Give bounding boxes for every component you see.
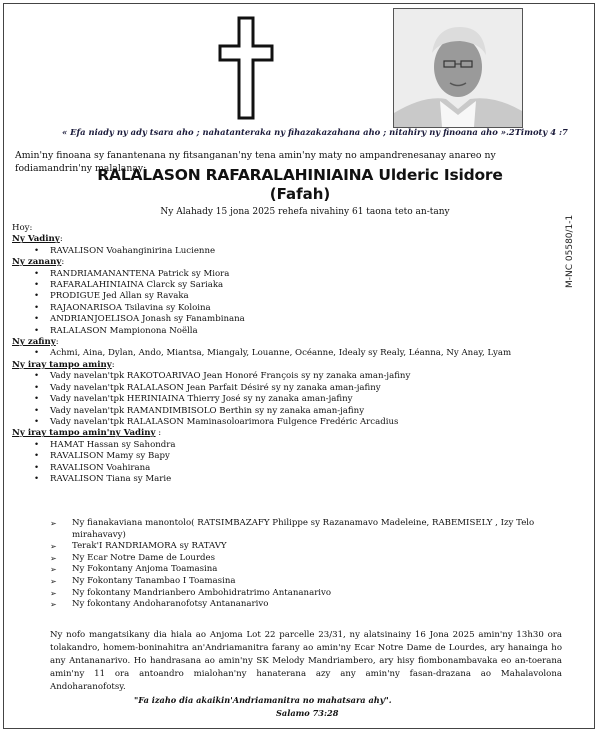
family-groups-list: [50, 518, 550, 611]
funeral-program: Ny nofo mangatsikany dia hiala ao Anjoma Lot 22 parcelle 23/31, ny alatsinainy 16 Jona 2025 amin'ny 13h30 ora tolakandro, homem-boninahitra an'Andriamanitra farany ao amin'ny Ecar Notre Dame de Lourdes, ary hanainga ho any Antananarivo. Ho handrasana ao amin'ny SK Melody Mandriambero, ary hisy fiombonambavaka eo an-toerana amin'ny 11 ora antoandro mialohan'ny hanaterana azy any amin'ny fasan-drazana ao Mahalavolona Andoharanofotsy.: [50, 630, 562, 692]
reference-code: M-NC 05580/1-1: [565, 214, 575, 288]
closing-reference: Salamo 73:28: [276, 708, 339, 718]
section-heading: Ny Vadiny: [12, 234, 60, 245]
portrait-photo: [393, 8, 523, 128]
death-date-line: Ny Alahady 15 jona 2025 rehefa nivahiny 61 taona teto an-tany: [160, 207, 450, 217]
list-item: ➢ Ny Ecar Notre Dame de Lourdes: [50, 552, 216, 563]
list-item: • RAFARALAHINIAINA Clarck sy Sariaka: [34, 280, 552, 291]
arrow-bullet-icon: ➢: [50, 588, 57, 598]
section-heading: Ny zanany: [12, 257, 62, 268]
list-item: • Vady navelan'tpk RALALASON Jean Parfait Désiré sy ny zanaka aman-jafiny: [34, 383, 552, 394]
section-spouse-siblings: Ny iray tampo amin'ny Vadiny : • HAMAT Hassan sy Sahondra • RAVALISON Mamy sy Bapy • RAVALISON Voahirana • RAVALISON Tiana sy Marie: [12, 428, 552, 485]
family-list: [12, 223, 552, 485]
list-item: • RAVALISON Voahanginirina Lucienne: [34, 246, 552, 257]
list-item: • RALALASON Mampionona Noëlla: [34, 326, 552, 337]
list-item: ➢ Ny fianakaviana manontolo( RATSIMBAZAFY Philippe sy Razanamavo Madeleine, RABEMISELY , Izy Telo mirahavavy): [50, 518, 535, 540]
list-item: • RAVALISON Tiana sy Marie: [34, 474, 552, 485]
bible-verse: « Efa niady ny ady tsara aho ; nahatanteraka ny fihazakazahana aho ; nitahiry ny finoana aho ».2Timoty 4 :7: [62, 127, 568, 137]
list-item: • ANDRIANJOELISOA Jonash sy Fanambinana: [34, 314, 552, 325]
arrow-bullet-icon: ➢: [50, 600, 57, 610]
section-heading: Ny zafiny: [12, 337, 56, 348]
hoy-label: Hoy:: [12, 223, 33, 233]
list-item: • HAMAT Hassan sy Sahondra: [34, 440, 552, 451]
section-spouse: Ny Vadiny: • RAVALISON Voahanginirina Lucienne: [12, 234, 552, 257]
arrow-bullet-icon: ➢: [50, 565, 57, 575]
arrow-bullet-icon: ➢: [50, 576, 57, 586]
arrow-bullet-icon: ➢: [50, 519, 57, 528]
section-siblings: Ny iray tampo aminy: • Vady navelan'tpk RAKOTOARIVAO Jean Honoré François sy ny zanaka aman-jafiny • Vady navelan'tpk RALALASON Jean Parfait Désiré sy ny zanaka aman-jafiny • Vady navelan'tpk HERINIAINA Thierry José sy ny zanaka aman-jafiny • Vady navelan'tpk RAMANDIMBISOLO Berthin sy ny zanaka aman-jafiny • Vady navelan'tpk RALALASON Maminasoloarimora Fulgence Fredéric Arcadius: [12, 360, 552, 428]
list-item: • RAVALISON Mamy sy Bapy: [34, 451, 552, 462]
list-item: • PRODIGUE Jed Allan sy Ravaka: [34, 291, 552, 302]
list-item: ➢ Ny Fokontany Anjoma Toamasina: [50, 564, 218, 575]
list-item: ➢ Ny fokontany Andoharanofotsy Antananarivo: [50, 599, 269, 610]
closing-quote: "Fa izaho dia akaikin'Andriamanitra no mahatsara ahy".: [134, 695, 392, 705]
list-item: • Vady navelan'tpk RALALASON Maminasoloarimora Fulgence Fredéric Arcadius: [34, 417, 552, 428]
list-item: • RANDRIAMANANTENA Patrick sy Miora: [34, 269, 552, 280]
list-item: • Vady navelan'tpk RAMANDIMBISOLO Berthin sy ny zanaka aman-jafiny: [34, 406, 552, 417]
intro-text: Amin'ny finoana sy fanantenana ny fitsanganan'ny tena amin'ny maty no ampandrenesanay anareo ny fodiamandrin'ny malalanay:: [15, 150, 496, 174]
section-grandchildren: Ny zafiny: • Achmi, Aina, Dylan, Ando, Miantsa, Miangaly, Louanne, Océanne, Idealy sy Realy, Léanna, Ny Anay, Lyam: [12, 337, 552, 360]
section-children: Ny zanany: • RANDRIAMANANTENA Patrick sy Miora • RAFARALAHINIAINA Clarck sy Sariaka • PRODIGUE Jed Allan sy Ravaka • RAJAONARISOA Tsilavina sy Koloina • ANDRIANJOELISOA Jonash sy Fanambinana • RALALASON Mampionona Noëlla: [12, 257, 552, 337]
list-item: ➢ Ny Fokontany Tanambao I Toamasina: [50, 575, 236, 586]
list-item: • Vady navelan'tpk RAKOTOARIVAO Jean Honoré François sy ny zanaka aman-jafiny: [34, 371, 552, 382]
cross-icon: [218, 16, 274, 120]
list-item: ➢ Terak'I RANDRIAMORA sy RATAVY: [50, 541, 227, 552]
list-item: • RAVALISON Voahirana: [34, 463, 552, 474]
list-item: • Achmi, Aina, Dylan, Ando, Miantsa, Miangaly, Louanne, Océanne, Idealy sy Realy, Léanna, Ny Anay, Lyam: [34, 348, 552, 359]
arrow-bullet-icon: ➢: [50, 553, 57, 563]
list-item: • RAJAONARISOA Tsilavina sy Koloina: [34, 303, 552, 314]
deceased-name: RALALASON RAFARALAHINIAINA Ulderic Isidore: [97, 166, 503, 184]
deceased-nickname: (Fafah): [269, 185, 331, 203]
section-heading: Ny iray tampo amin'ny Vadiny: [12, 428, 156, 439]
arrow-bullet-icon: ➢: [50, 542, 57, 552]
list-item: • Vady navelan'tpk HERINIAINA Thierry José sy ny zanaka aman-jafiny: [34, 394, 552, 405]
list-item: ➢ Ny fokontany Mandrianbero Ambohidratrimo Antananarivo: [50, 587, 332, 598]
section-heading: Ny iray tampo aminy: [12, 359, 112, 370]
